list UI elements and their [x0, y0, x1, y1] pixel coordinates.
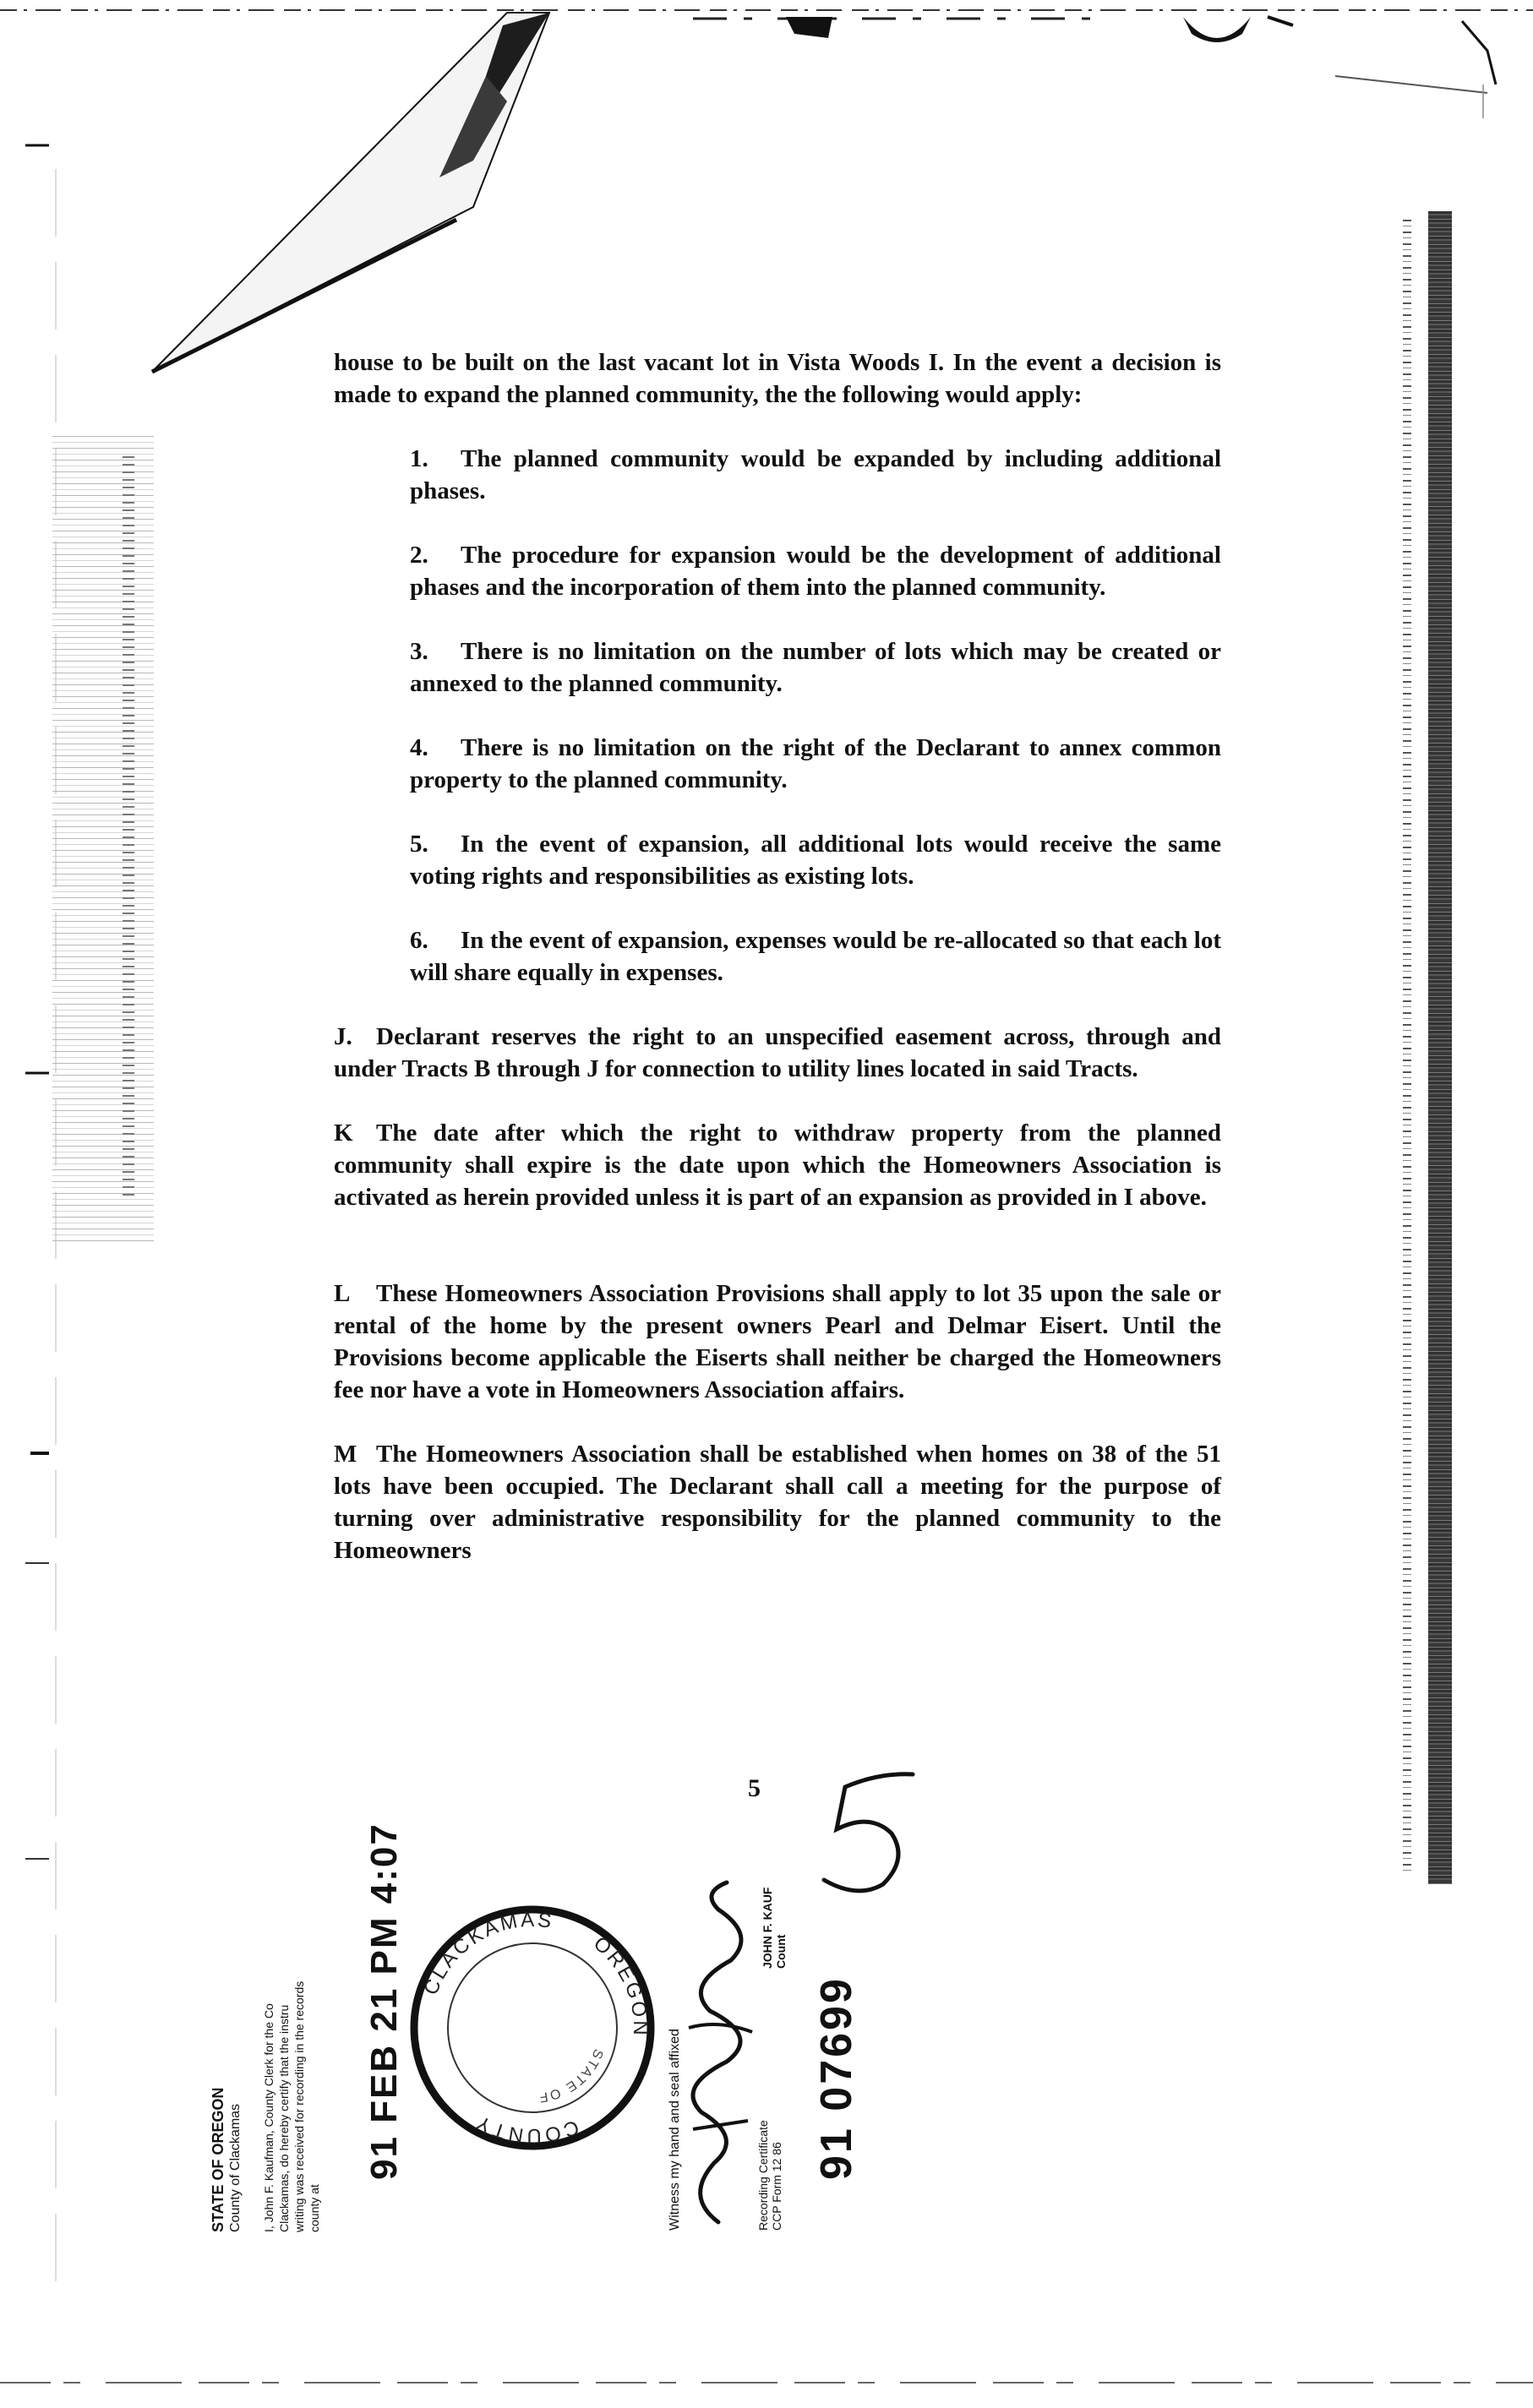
- scan-edge-right: [1428, 211, 1452, 1884]
- stamp-state: STATE OF OREGON: [210, 2087, 226, 2232]
- recording-certificate-line1: Recording Certificate: [756, 2120, 770, 2231]
- list-item: 1. The planned community would be expanded by including additional phases.: [410, 445, 1221, 504]
- handwritten-page-number: [803, 1766, 921, 1901]
- document-body: [334, 346, 1221, 1599]
- recording-certificate: [756, 2120, 783, 2231]
- stamp-certification-2: Clackamas, do hereby certify that the instru: [277, 2004, 291, 2232]
- svg-text:CLACKAMAS: [419, 1909, 555, 1998]
- scan-edge-left: [52, 431, 154, 1242]
- list-item: 6. In the event of expansion, expenses would be re-allocated so that each lot will share equally in expenses.: [410, 927, 1221, 986]
- recording-certificate-line2: CCP Form 12 86: [770, 2142, 783, 2231]
- svg-text:STATE OF: [537, 2047, 605, 2105]
- seal-text-inner: STATE OF: [537, 2046, 606, 2105]
- list-item: 5. In the event of expansion, all additional lots would receive the same voting rights and responsibilities as existing lots.: [410, 831, 1221, 890]
- section-j: J. Declarant reserves the right to an unspecified easement across, through and under Tracts B through J for connection to utility lines located in said Tracts.: [334, 1023, 1221, 1082]
- clerk-name: JOHN F. KAUF: [761, 1887, 774, 1969]
- stamp-county: County of Clackamas: [228, 2103, 243, 2232]
- county-seal: [406, 1901, 659, 2155]
- page-number: 5: [748, 1774, 761, 1802]
- clerk-signature: [668, 1876, 769, 2231]
- stamp-certification-1: I, John F. Kaufman, County Clerk for the Co: [262, 2003, 276, 2232]
- scan-noise-bottom: [0, 2366, 1533, 2400]
- scan-edge-right-inner: [1403, 220, 1411, 1876]
- margin-marks-left: [25, 0, 59, 2408]
- folded-corner: [0, 0, 608, 389]
- scan-edge-left-inner: [123, 456, 134, 1200]
- list-item: 2. The procedure for expansion would be the development of additional phases and the incorporation of them into the planned community.: [410, 542, 1221, 601]
- paragraph-intro: house to be built on the last vacant lot in Vista Woods I. In the event a decision is made to expand the planned community, the the following would apply:: [334, 349, 1221, 408]
- section-l: L These Homeowners Association Provisions shall apply to lot 35 upon the sale or rental of the home by the present owners Pearl and Delmar Eisert. Until the Provisions become applicable the Eiserts shall neither be charged the Homeowners fee nor have a vote in Homeowners Association affairs.: [334, 1280, 1221, 1403]
- clerk-title: Count: [774, 1934, 788, 1969]
- seal-text-bottom: COUNTY: [470, 2109, 582, 2148]
- seal-text-top: CLACKAMAS: [419, 1908, 555, 1999]
- witness-line: Witness my hand and seal affixed: [668, 2029, 682, 2231]
- stamp-certification-4: county at: [308, 2184, 321, 2232]
- svg-text:OREGON: [589, 1932, 652, 2038]
- seal-text-right: OREGON: [588, 1931, 652, 2038]
- document-number: 91 07699: [812, 1976, 861, 2180]
- list-item: 4. There is no limitation on the right of the Declarant to annex common property to the planned community.: [410, 734, 1221, 793]
- section-m: M The Homeowners Association shall be established when homes on 38 of the 51 lots have been occupied. The Declarant shall call a meeting for the purpose of turning over administrative responsibility for the planned community to the Homeowners: [334, 1441, 1221, 1564]
- recording-date-stamp: 91 FEB 21 PM 4:07: [363, 1822, 405, 2180]
- stamp-certification-3: writing was received for recording in the records: [292, 1980, 306, 2232]
- recording-stamp: [203, 1884, 330, 2239]
- clerk-name-block: [761, 1888, 788, 1969]
- section-k: K The date after which the right to withdraw property from the planned community shall expire is the date upon which the Homeowners Association is activated as herein provided unless it is part of an expansion as provided in I above.: [334, 1120, 1221, 1211]
- list-item: 3. There is no limitation on the number of lots which may be created or annexed to the planned community.: [410, 638, 1221, 697]
